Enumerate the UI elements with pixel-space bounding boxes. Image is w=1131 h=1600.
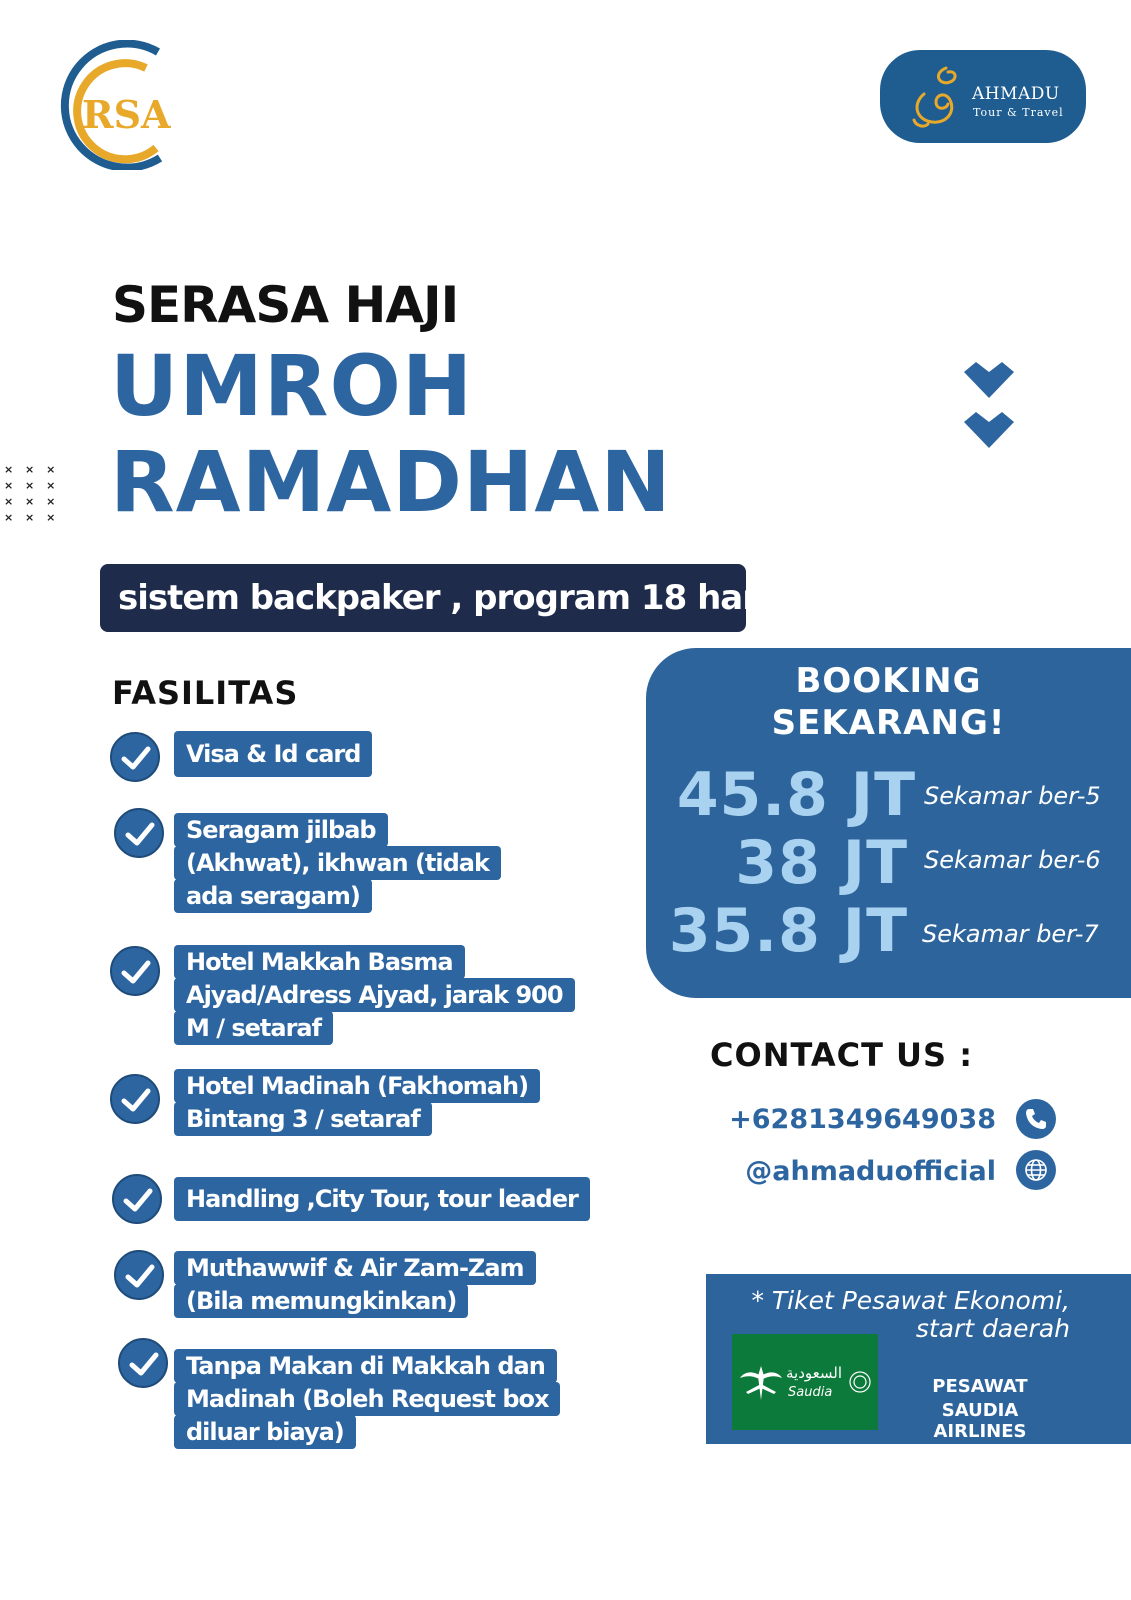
flight-note-line2: start daerah	[915, 1314, 1070, 1343]
facility-line: Muthawwif & Air Zam-Zam	[174, 1251, 536, 1285]
saudia-logo	[732, 1334, 878, 1430]
contact-title: CONTACT US :	[710, 1036, 973, 1074]
facility-line: Handling ,City Tour, tour leader	[174, 1177, 590, 1221]
facility-line: Hotel Madinah (Fakhomah)	[174, 1069, 540, 1103]
price-7: 35.8 JT	[668, 896, 908, 966]
check-icon	[118, 1338, 168, 1388]
price-6: 38 JT	[735, 828, 908, 898]
facility-item	[174, 814, 501, 913]
facility-line: (Bila memungkinkan)	[174, 1284, 468, 1318]
phone-number[interactable]: +6281349649038	[729, 1104, 996, 1135]
facility-line: Madinah (Boleh Request box	[174, 1382, 560, 1416]
facility-line: Visa & Id card	[174, 731, 372, 777]
check-icon	[114, 1250, 164, 1300]
check-icon	[114, 808, 164, 858]
booking-title-line2: SEKARANG!	[771, 703, 1006, 743]
booking-title	[646, 660, 1131, 744]
facility-line: Hotel Makkah Basma	[174, 945, 465, 979]
ahmadu-brand: AHMADU	[972, 84, 1060, 104]
airline-line1: PESAWAT	[932, 1376, 1028, 1397]
hearts-decoration	[962, 360, 1016, 456]
facility-line: M / setaraf	[174, 1011, 333, 1045]
facility-line: (Akhwat), ikhwan (tidak	[174, 846, 501, 880]
rsa-logo	[48, 40, 178, 170]
social-handle[interactable]: @ahmaduofficial	[745, 1156, 996, 1187]
ahmadu-sub: Tour & Travel	[973, 106, 1064, 119]
facility-line: Ajyad/Adress Ajyad, jarak 900	[174, 978, 575, 1012]
check-icon	[110, 946, 160, 996]
heading-serasa-haji: SERASA HAJI	[112, 276, 459, 334]
room-7: Sekamar ber-7	[922, 920, 1099, 948]
room-5: Sekamar ber-5	[924, 782, 1101, 810]
price-5: 45.8 JT	[676, 760, 916, 830]
facility-line: Tanpa Makan di Makkah dan	[174, 1349, 557, 1383]
ahmadu-logo	[880, 50, 1086, 143]
facility-item	[174, 1252, 536, 1318]
fasilitas-title: FASILITAS	[112, 674, 299, 712]
room-6: Sekamar ber-6	[924, 846, 1101, 874]
dots-decoration: × × × × × × × × × × × ×	[4, 463, 60, 524]
facility-item	[174, 1070, 540, 1136]
globe-icon	[1016, 1150, 1056, 1190]
booking-title-line1: BOOKING	[795, 661, 982, 701]
facility-item	[174, 946, 575, 1045]
check-icon	[112, 1174, 162, 1224]
heading-umroh: UMROH	[110, 337, 474, 435]
saudia-english: Saudia	[788, 1385, 833, 1400]
facility-line: diluar biaya)	[174, 1415, 356, 1449]
facility-line: ada seragam)	[174, 879, 372, 913]
facility-line: Bintang 3 / setaraf	[174, 1102, 432, 1136]
facility-line: Seragam jilbab	[174, 813, 388, 847]
facility-item	[174, 1350, 560, 1449]
facility-item	[174, 1178, 590, 1221]
svg-text:RSA: RSA	[82, 92, 171, 137]
check-icon	[110, 1074, 160, 1124]
facility-item	[174, 732, 372, 777]
heading-ramadhan: RAMADHAN	[110, 433, 672, 531]
airline-line2: SAUDIA AIRLINES	[933, 1400, 1027, 1442]
phone-icon	[1016, 1099, 1056, 1139]
check-icon	[110, 732, 160, 782]
program-tag: sistem backpaker , program 18 hari	[100, 564, 746, 632]
saudia-arabic: السعودية	[786, 1364, 843, 1382]
flight-note-line1: * Tiket Pesawat Ekonomi,	[751, 1286, 1070, 1315]
